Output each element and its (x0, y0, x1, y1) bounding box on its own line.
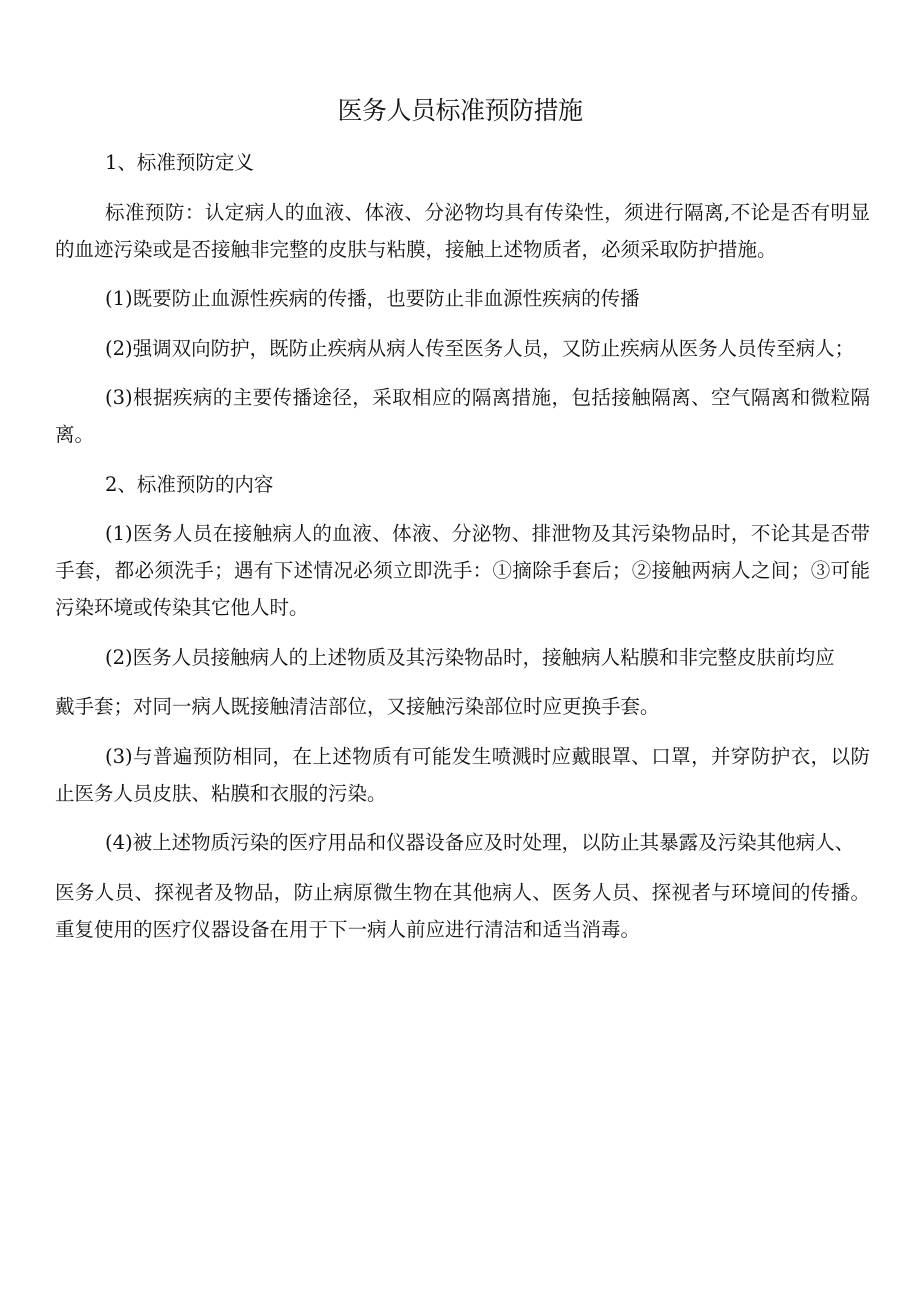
section-heading-content: 2、标准预防的内容 (105, 472, 274, 496)
paragraph-point-2: (2)强调双向防护，既防止疾病从病人传至医务人员，又防止疾病从医务人员传至病人； (105, 336, 855, 360)
paragraph-content-4-continued: 医务人员、探视者及物品，防止病原微生物在其他病人、医务人员、探视者与环境间的传播。重复使用的医疗仪器设备在用于下一病人前应进行清洁和适当消毒。 (55, 880, 870, 941)
document-body (55, 144, 870, 960)
paragraph-content-2-continued: 戴手套；对同一病人既接触清洁部位，又接触污染部位时应更换手套。 (55, 695, 660, 718)
document-title: 医务人员标准预防措施 (337, 96, 583, 125)
paragraph-definition: 标准预防：认定病人的血液、体液、分泌物均具有传染性，须进行隔离,不论是否有明显的血迹污染或是否接触非完整的皮肤与粘膜，接触上述物质者，必须采取防护措施。 (55, 200, 870, 261)
paragraph-content-2: (2)医务人员接触病人的上述物质及其污染物品时，接触病人粘膜和非完整皮肤前均应 (105, 645, 835, 669)
paragraph-point-3: (3)根据疾病的主要传播途径，采取相应的隔离措施，包括接触隔离、空气隔离和微粒隔离。 (55, 386, 870, 446)
paragraph-content-4: (4)被上述物质污染的医疗用品和仪器设备应及时处理，以防止其暴露及污染其他病人、 (105, 831, 855, 854)
paragraph-point-1: (1)既要防止血源性疾病的传播，也要防止非血源性疾病的传播 (105, 287, 640, 310)
paragraph-content-3: (3)与普遍预防相同，在上述物质有可能发生喷溅时应戴眼罩、口罩，并穿防护衣，以防止医务人员皮肤、粘膜和衣服的污染。 (55, 744, 870, 805)
section-heading-definition: 1、标准预防定义 (105, 151, 254, 174)
paragraph-content-1: (1)医务人员在接触病人的血液、体液、分泌物、排泄物及其污染物品时，不论其是否带手套，都必须洗手；遇有下述情况必须立即洗手：①摘除手套后；②接触两病人之间；③可能污染环境或传染其它他人时。 (55, 522, 870, 619)
